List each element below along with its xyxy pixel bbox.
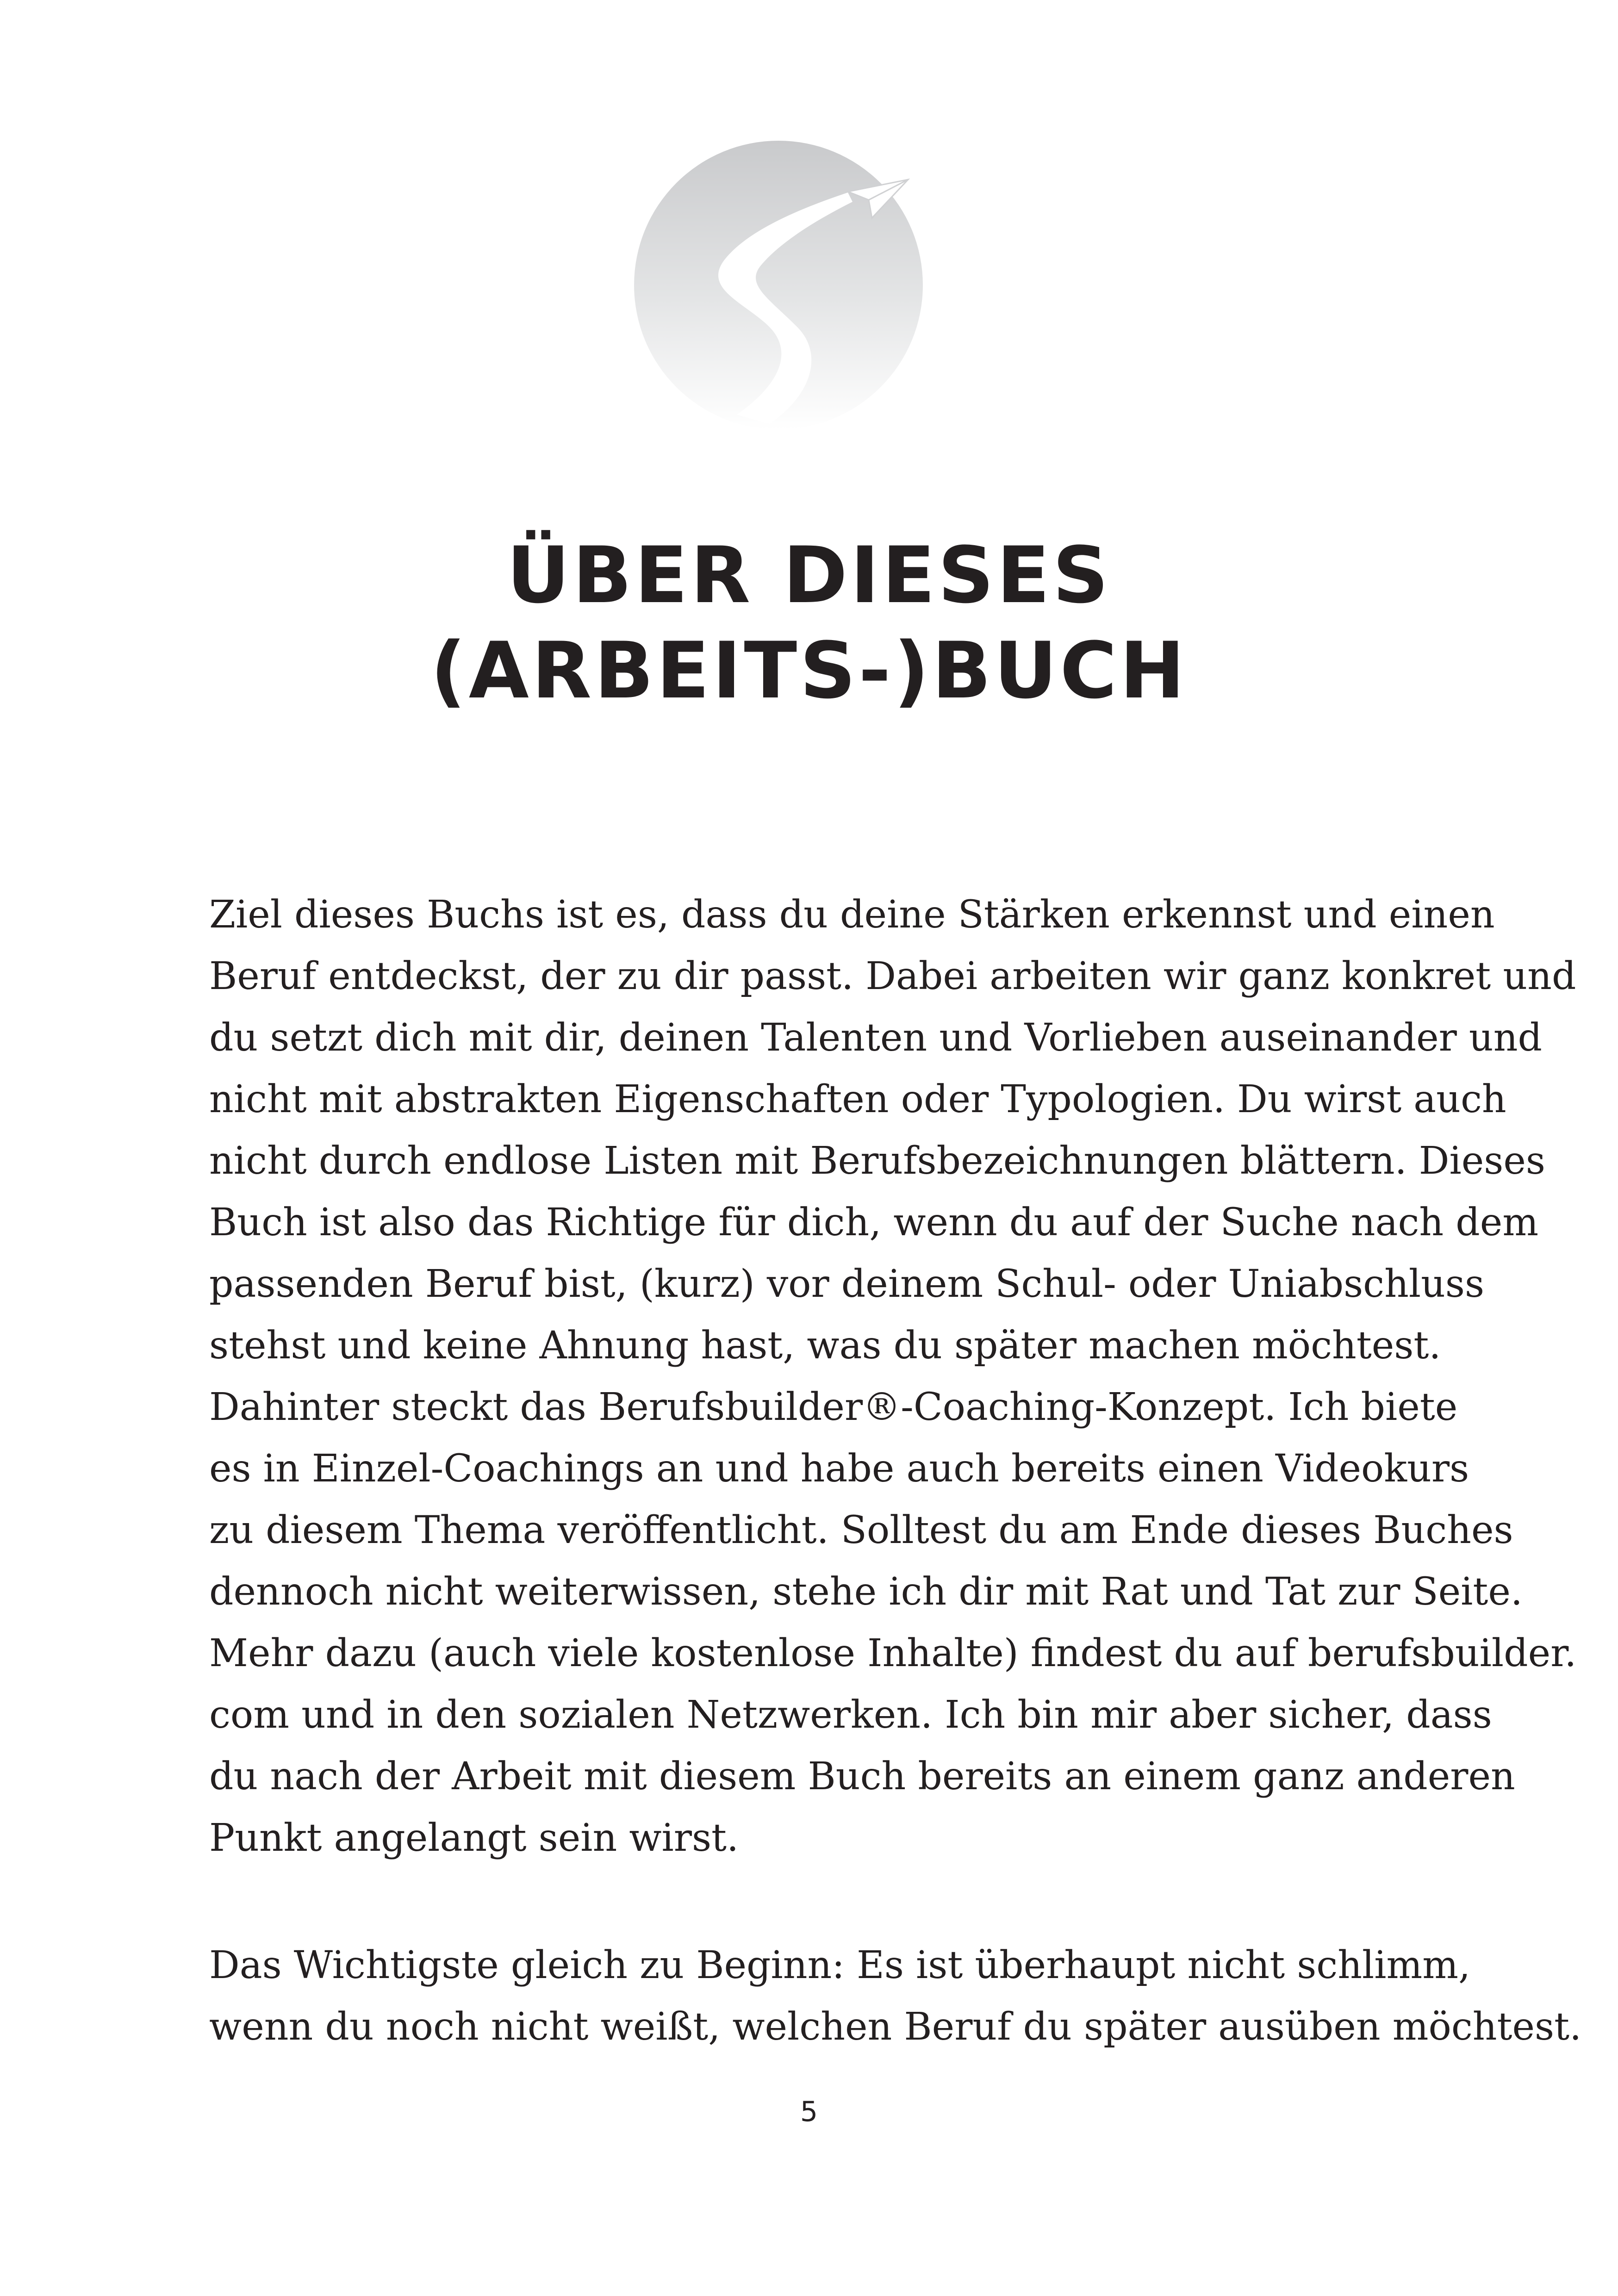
winding-road-paper-plane-icon — [630, 137, 927, 433]
book-logo — [630, 137, 927, 433]
text-line: Dahinter steckt das Berufsbuilder®-Coaching-Konzept. Ich biete — [209, 1385, 1458, 1429]
text-line: Ziel dieses Buchs ist es, dass du deine Stärken erkennst und einen — [209, 893, 1495, 937]
text-line: com und in den sozialen Netzwerken. Ich bin mir aber sicher, dass — [209, 1693, 1492, 1737]
text-line: stehst und keine Ahnung hast, was du später machen möchtest. — [209, 1324, 1441, 1368]
page-title-line-2: (ARBEITS-)BUCH — [430, 625, 1188, 716]
text-line: es in Einzel-Coachings an und habe auch bereits einen Videokurs — [209, 1447, 1469, 1491]
text-line: passenden Beruf bist, (kurz) vor deinem Schul- oder Uniabschluss — [209, 1262, 1485, 1306]
text-line: zu diesem Thema veröffentlicht. Solltest du am Ende dieses Buches — [209, 1508, 1513, 1552]
text-line: nicht mit abstrakten Eigenschaften oder Typologien. Du wirst auch — [209, 1077, 1506, 1121]
text-line: dennoch nicht weiterwissen, stehe ich dir mit Rat und Tat zur Seite. — [209, 1570, 1523, 1614]
text-line: nicht durch endlose Listen mit Berufsbezeichnungen blättern. Dieses — [209, 1139, 1545, 1183]
text-line: Das Wichtigste gleich zu Beginn: Es ist überhaupt nicht schlimm, — [209, 1943, 1471, 1987]
page-title-line-1: ÜBER DIESES — [506, 530, 1112, 621]
text-line: Beruf entdeckst, der zu dir passt. Dabei arbeiten wir ganz konkret und — [209, 954, 1576, 998]
page-number: 5 — [800, 2096, 818, 2128]
paragraph-intro — [209, 884, 1577, 1869]
text-line: Mehr dazu (auch viele kostenlose Inhalte) findest du auf berufsbuilder. — [209, 1631, 1577, 1675]
text-line: wenn du noch nicht weißt, welchen Beruf du später ausüben möchtest. — [209, 2005, 1582, 2049]
text-line: du setzt dich mit dir, deinen Talenten und Vorlieben auseinander und — [209, 1016, 1543, 1060]
page-title — [0, 528, 1618, 718]
text-line: Punkt angelangt sein wirst. — [209, 1816, 739, 1860]
text-line: Buch ist also das Richtige für dich, wenn du auf der Suche nach dem — [209, 1201, 1539, 1244]
text-line: du nach der Arbeit mit diesem Buch bereits an einem ganz anderen — [209, 1755, 1515, 1798]
paragraph-most-important — [209, 1935, 1582, 2058]
